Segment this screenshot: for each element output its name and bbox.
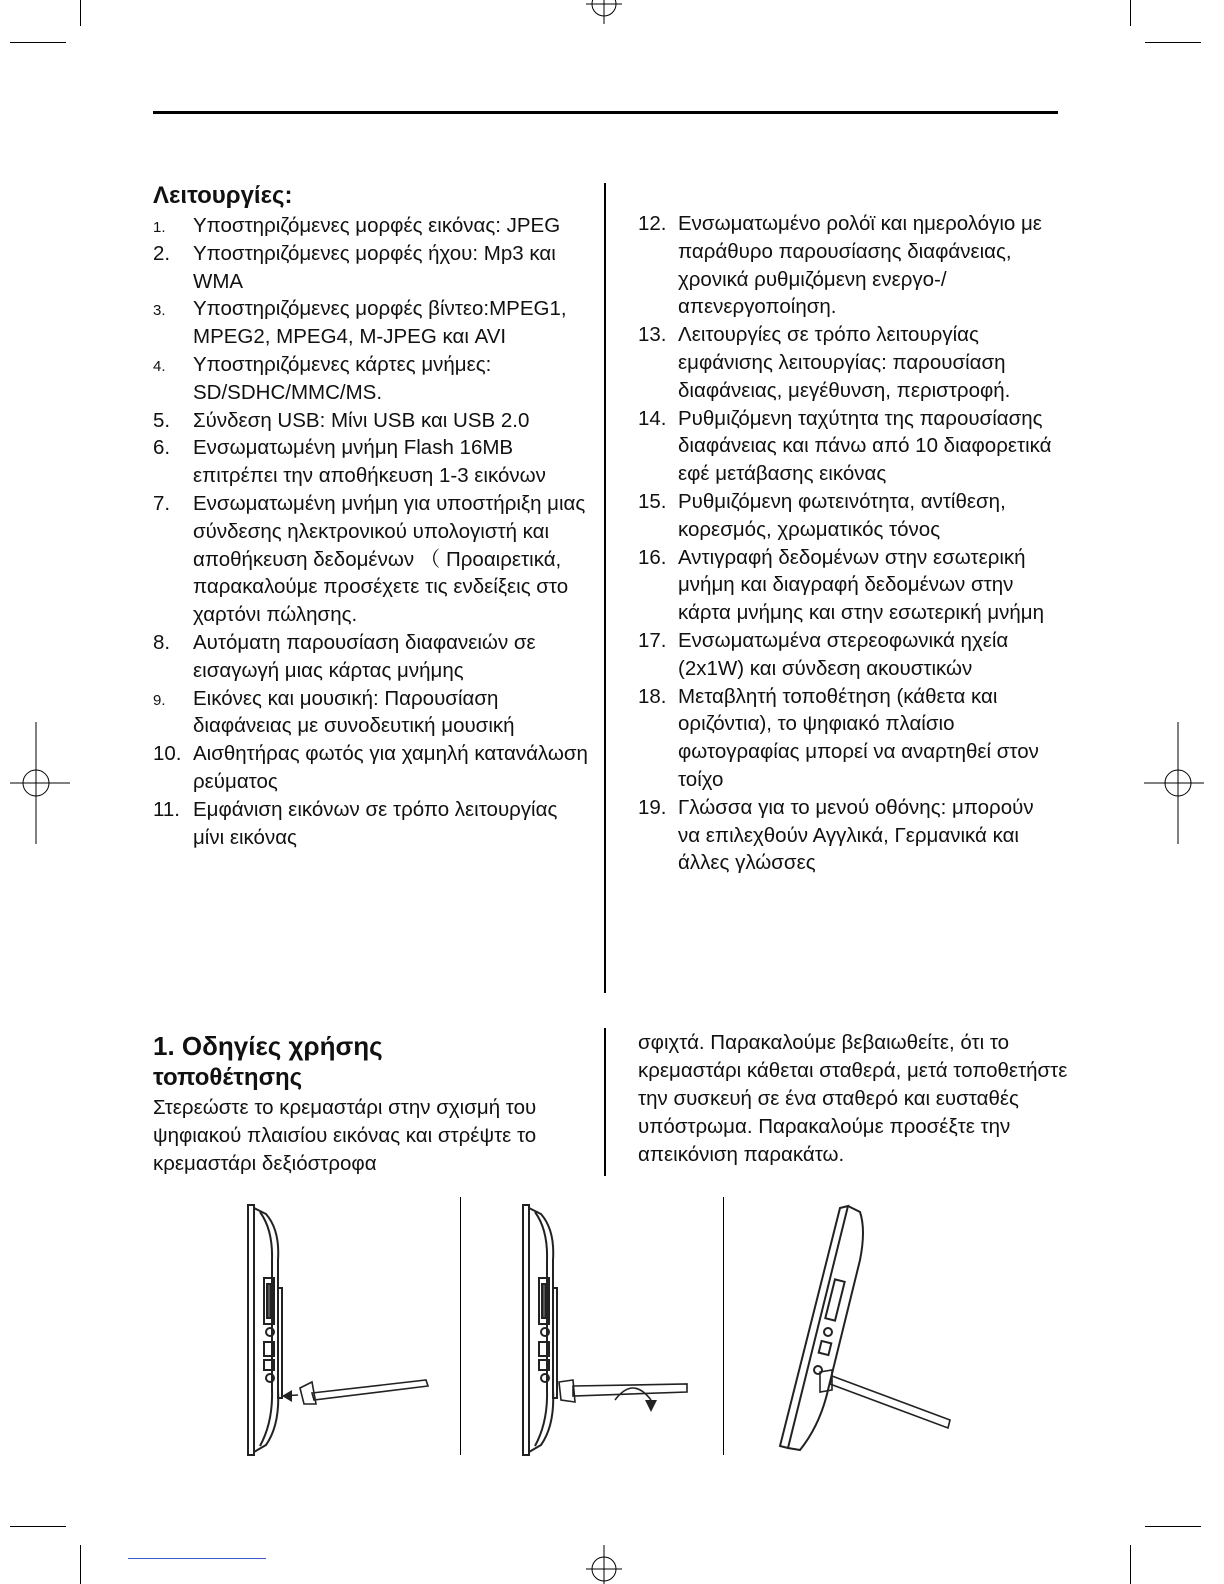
header-rule [153, 111, 1058, 114]
item-number: 9. [153, 691, 166, 709]
item-text: Ενσωματωμένα στερεοφωνικά ηχεία (2x1W) και σύνδεση ακουστικών [678, 628, 1009, 680]
feature-right-item [638, 488, 1058, 544]
item-number: 17. [638, 628, 667, 652]
features-list-left [153, 212, 593, 851]
feature-right-item [638, 794, 1058, 877]
item-number: 14. [638, 406, 667, 430]
item-text: Εμφάνιση εικόνων σε τρόπο λειτουργίας μίνι εικόνας [193, 797, 558, 849]
item-number: 12. [638, 212, 667, 235]
instructions-heading-line1: 1. Οδηγίες χρήσης [153, 1031, 383, 1061]
item-text: Υποστηριζόμενες μορφές ήχου: Mp3 και WMA [193, 241, 556, 293]
feature-right-item [638, 627, 1058, 683]
features-right-column [638, 210, 1058, 877]
frame-illustration-step3 [770, 1200, 970, 1460]
item-text: Ενσωματωμένη μνήμη Flash 16MB επιτρέπει την αποθήκευση 1-3 εικόνων [193, 436, 546, 488]
column-divider-instructions [604, 1028, 606, 1176]
registration-mark-bottom [582, 1545, 626, 1584]
item-number: 7. [153, 491, 171, 515]
item-number: 18. [638, 684, 667, 708]
crop-mark [1145, 42, 1201, 43]
item-number: 10. [153, 742, 182, 766]
crop-mark [10, 42, 66, 43]
item-text: Ενσωματωμένη μνήμη για υποστήριξη μιας σύνδεσης ηλεκτρονικού υπολογιστή και αποθήκευση δεδομένων （ Προαιρετικά, παρακαλούμε προσέχετε τις ενδείξεις στο χαρτόνι πώλησης. [193, 491, 586, 627]
instructions-right-column [638, 1029, 1068, 1169]
feature-left-item [153, 685, 593, 741]
features-left-column [153, 180, 593, 851]
column-divider [604, 183, 606, 993]
instructions-text-left: Στερεώστε το κρεμαστάρι στην σχισμή του ψηφιακού πλαισίου εικόνας και στρέψτε το κρεμαστάρι δεξιόστροφα [153, 1096, 537, 1175]
feature-left-item [153, 212, 593, 240]
item-number: 1. [153, 219, 166, 236]
item-text: Γλώσσα για το μενού οθόνης: μπορούν να επιλεχθούν Αγγλικά, Γερμανικά και άλλες γλώσσες [678, 795, 1034, 875]
feature-right-item [638, 405, 1058, 488]
registration-mark-right [1144, 722, 1204, 844]
feature-left-item [153, 796, 593, 852]
illustration-divider [723, 1197, 724, 1455]
item-text: Ρυθμιζόμενη φωτεινότητα, αντίθεση, κορεσμός, χρωματικός τόνος [678, 489, 1006, 541]
item-number: 4. [153, 357, 166, 375]
illustration-divider [460, 1197, 461, 1455]
crop-mark [1130, 0, 1131, 26]
item-number: 5. [153, 408, 171, 432]
feature-right-item [638, 210, 1058, 321]
feature-right-item [638, 683, 1058, 794]
item-text: Λειτουργίες σε τρόπο λειτουργίας εμφάνισης λειτουργίας: παρουσίαση διαφάνειας, μεγέθυνση, περιστροφή. [678, 323, 1011, 402]
item-number: 19. [638, 795, 667, 819]
item-text: Αυτόματη παρουσίαση διαφανειών σε εισαγωγή μιας κάρτας μνήμης [193, 630, 536, 682]
feature-right-item [638, 544, 1058, 627]
item-number: 3. [153, 302, 166, 320]
feature-left-item [153, 407, 593, 435]
item-text: Υποστηριζόμενες κάρτες μνήμες: SD/SDHC/MMC/MS. [193, 352, 492, 404]
item-number: 15. [638, 489, 667, 513]
crop-mark [10, 1526, 66, 1527]
features-heading: Λειτουργίες: [153, 182, 293, 209]
feature-left-item [153, 740, 593, 796]
feature-right-item [638, 321, 1058, 404]
instructions-heading-line2: τοποθέτησης [153, 1064, 303, 1091]
item-number: 8. [153, 630, 171, 654]
crop-mark [80, 0, 81, 26]
item-number: 2. [153, 241, 171, 265]
item-number: 13. [638, 323, 667, 347]
item-number: 16. [638, 545, 667, 569]
footer-blue-rule [128, 1558, 266, 1559]
registration-mark-left [10, 722, 70, 844]
feature-left-item [153, 295, 593, 351]
features-list-right [638, 210, 1058, 877]
item-text: Αντιγραφή δεδομένων στην εσωτερική μνήμη και διαγραφή δεδομένων στην κάρτα μνήμης και στην εσωτερική μνήμη [678, 545, 1045, 625]
item-text: Ενσωματωμένο ρολόϊ και ημερολόγιο με παράθυρο παρουσίασης διαφάνειας, χρονικά ρυθμιζόμενη ενεργο-/απενεργοποίηση. [678, 212, 1042, 319]
item-number: 6. [153, 436, 171, 460]
frame-illustration-step2 [515, 1200, 715, 1460]
instructions-text-right: σφιχτά. Παρακαλούμε βεβαιωθείτε, ότι το κρεμαστάρι κάθεται σταθερά, μετά τοποθετήστε την συσκευή σε ένα σταθερό και ευσταθές υπόστρωμα. Παρακαλούμε προσέξτε την απεικόνιση παρακάτω. [638, 1031, 1068, 1166]
item-text: Ρυθμιζόμενη ταχύτητα της παρουσίασης διαφάνειας και πάνω από 10 διαφορετικά εφέ μετάβασης εικόνας [678, 406, 1052, 486]
feature-left-item [153, 240, 593, 296]
item-text: Υποστηριζόμενες μορφές εικόνας: JPEG [193, 214, 561, 237]
crop-mark [1130, 1545, 1131, 1584]
item-number: 11. [153, 797, 180, 821]
feature-left-item [153, 351, 593, 407]
crop-mark [80, 1545, 81, 1584]
frame-illustration-step1 [240, 1200, 460, 1460]
feature-left-item [153, 490, 593, 629]
item-text: Μεταβλητή τοποθέτηση (κάθετα και οριζόντια), το ψηφιακό πλαίσιο φωτογραφίας μπορεί να αναρτηθεί στον τοίχο [678, 684, 1039, 791]
item-text: Αισθητήρας φωτός για χαμηλή κατανάλωση ρεύματος [193, 742, 588, 793]
crop-mark [1145, 1526, 1201, 1527]
feature-left-item [153, 434, 593, 490]
registration-mark-top [582, 0, 626, 24]
item-text: Σύνδεση USB: Μίνι USB και USB 2.0 [193, 408, 530, 432]
item-text: Υποστηριζόμενες μορφές βίντεο:MPEG1, MPEG2, MPEG4, M-JPEG και AVI [193, 297, 567, 349]
feature-left-item [153, 629, 593, 685]
instructions-left-column [153, 1030, 593, 1178]
item-text: Εικόνες και μουσική: Παρουσίαση διαφάνειας με συνοδευτική μουσική [193, 686, 515, 738]
